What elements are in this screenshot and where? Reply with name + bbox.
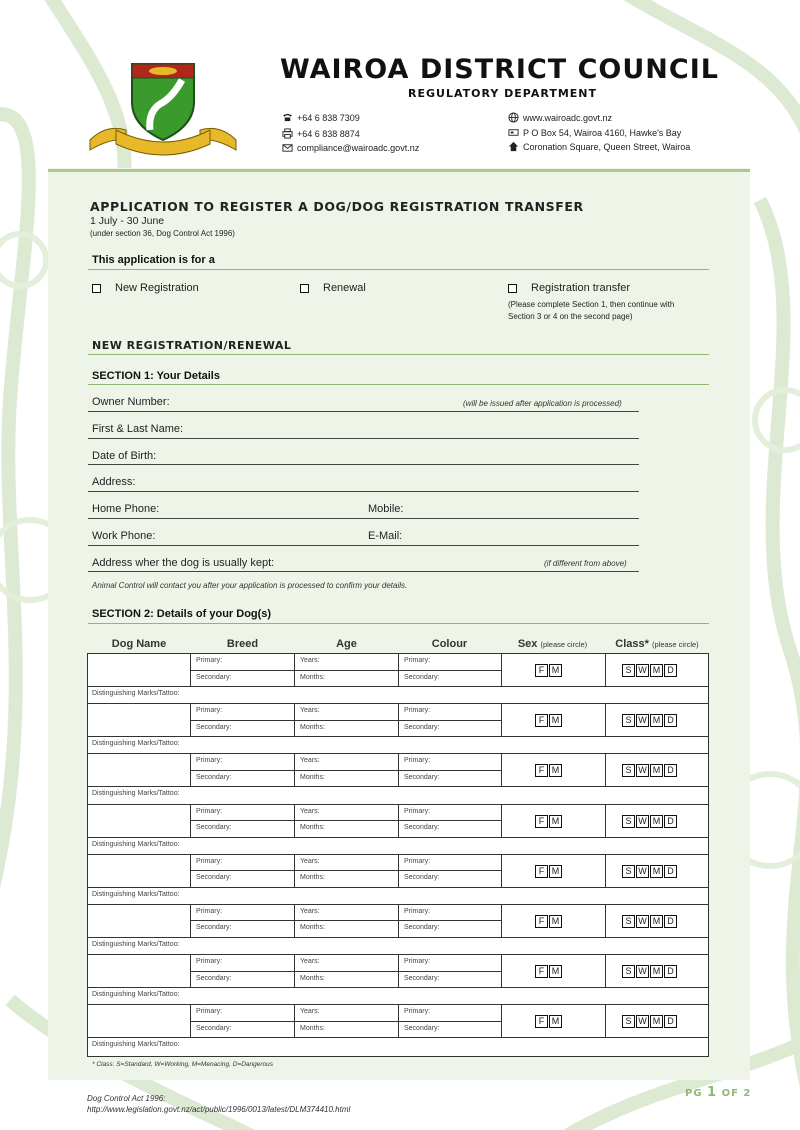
colour-secondary-label: Secondary:	[404, 874, 440, 882]
sex-option-m[interactable]: M	[549, 714, 562, 727]
colour-secondary-label: Secondary:	[404, 924, 440, 932]
owner-number-input[interactable]	[88, 411, 639, 412]
dog-name-input[interactable]	[88, 905, 191, 938]
dog-record-row	[88, 905, 708, 955]
distinguishing-marks-label: Distinguishing Marks/Tattoo:	[92, 740, 180, 748]
address-label: Address:	[92, 476, 136, 488]
date-of-birth-input[interactable]	[88, 464, 639, 465]
class-cell	[606, 654, 708, 687]
sex-option-f[interactable]: F	[535, 965, 548, 978]
po-box-address: P O Box 54, Wairoa 4160, Hawke's Bay	[523, 127, 682, 138]
breed-primary-label: Primary:	[196, 657, 223, 664]
class-option-s[interactable]: S	[622, 664, 635, 677]
class-option-s[interactable]: S	[622, 764, 635, 777]
age-months-input[interactable]	[295, 721, 399, 738]
dog-name-input[interactable]	[88, 704, 191, 737]
transfer-note-line-2: Section 3 or 4 on the second page)	[508, 312, 633, 321]
sex-option-f[interactable]: F	[535, 664, 548, 677]
colour-primary-input[interactable]	[399, 805, 502, 822]
application-type-heading: This application is for a	[92, 254, 215, 266]
age-months-label: Months:	[300, 924, 325, 932]
contact-confirmation-note: Animal Control will contact you after your application is processed to confirm your details.	[92, 581, 408, 590]
email-contact	[282, 142, 419, 153]
dog-name-input[interactable]	[88, 754, 191, 787]
divider	[88, 269, 709, 270]
class-option-w[interactable]: W	[636, 815, 649, 828]
colour-primary-label: Primary:	[404, 857, 431, 865]
breed-secondary-input[interactable]	[191, 921, 295, 938]
legal-reference: (under section 36, Dog Control Act 1996)	[90, 229, 235, 238]
sex-header-label: Sex	[517, 638, 538, 650]
breed-secondary-label: Secondary:	[196, 723, 232, 731]
owner-number-label: Owner Number:	[92, 396, 170, 408]
sex-cell	[502, 955, 606, 988]
sex-option-f[interactable]: F	[535, 915, 548, 928]
section-2-heading: SECTION 2: Details of your Dog(s)	[92, 608, 272, 620]
colour-secondary-label: Secondary:	[404, 723, 440, 731]
breed-secondary-input[interactable]	[191, 721, 295, 738]
breed-secondary-label: Secondary:	[196, 773, 232, 781]
sex-cell	[502, 754, 606, 787]
act-url-link[interactable]: http://www.legislation.govt.nz/act/public/1996/0013/latest/DLM374410.html	[87, 1105, 351, 1114]
breed-secondary-label: Secondary:	[196, 874, 232, 882]
breed-primary-label: Primary:	[196, 1008, 223, 1016]
distinguishing-marks-label: Distinguishing Marks/Tattoo:	[92, 790, 180, 798]
full-name-label: First & Last Name:	[92, 423, 184, 435]
page-prefix: PG	[685, 1088, 703, 1099]
breed-primary-input[interactable]	[191, 654, 295, 671]
breed-secondary-input[interactable]	[191, 821, 295, 838]
age-months-label: Months:	[300, 723, 325, 731]
colour-secondary-label: Secondary:	[404, 673, 440, 681]
sex-option-m[interactable]: M	[549, 1015, 562, 1028]
registration-period: 1 July - 30 June	[90, 215, 165, 227]
class-cell	[606, 1005, 708, 1038]
class-cell	[606, 855, 708, 888]
dog-name-input[interactable]	[88, 1005, 191, 1038]
dog-name-input[interactable]	[88, 654, 191, 687]
colour-secondary-input[interactable]	[399, 821, 502, 838]
home-icon	[508, 141, 519, 152]
colour-primary-input[interactable]	[399, 754, 502, 771]
class-option-m[interactable]: M	[650, 664, 663, 677]
sex-cell	[502, 855, 606, 888]
age-column-header: Age	[336, 638, 357, 650]
sex-cell	[502, 654, 606, 687]
breed-secondary-label: Secondary:	[196, 824, 232, 832]
dog-address-label: Address wher the dog is usually kept:	[92, 557, 275, 569]
sex-cell	[502, 805, 606, 838]
class-option-w[interactable]: W	[636, 714, 649, 727]
divider	[88, 384, 709, 385]
class-column-header	[605, 638, 709, 650]
new-registration-renewal-heading: NEW REGISTRATION/RENEWAL	[92, 339, 292, 352]
class-option-d[interactable]: D	[664, 865, 677, 878]
class-cell	[606, 805, 708, 838]
age-years-label: Years:	[300, 807, 320, 815]
class-option-w[interactable]: W	[636, 1015, 649, 1028]
class-option-w[interactable]: W	[636, 915, 649, 928]
sex-option-m[interactable]: M	[549, 915, 562, 928]
distinguishing-marks-label: Distinguishing Marks/Tattoo:	[92, 890, 180, 898]
distinguishing-marks-label: Distinguishing Marks/Tattoo:	[92, 840, 180, 848]
sex-option-f[interactable]: F	[535, 714, 548, 727]
page-number	[685, 1085, 751, 1100]
class-option-s[interactable]: S	[622, 1015, 635, 1028]
class-option-m[interactable]: M	[650, 965, 663, 978]
sex-option-m[interactable]: M	[549, 965, 562, 978]
sex-cell	[502, 905, 606, 938]
breed-primary-label: Primary:	[196, 857, 223, 865]
distinguishing-marks-label: Distinguishing Marks/Tattoo:	[92, 690, 180, 697]
envelope-icon	[282, 142, 293, 153]
class-cell	[606, 704, 708, 737]
age-months-input[interactable]	[295, 771, 399, 788]
class-option-d[interactable]: D	[664, 764, 677, 777]
colour-primary-label: Primary:	[404, 807, 431, 815]
colour-primary-label: Primary:	[404, 757, 431, 765]
age-months-label: Months:	[300, 773, 325, 781]
home-phone-mobile-input[interactable]	[88, 518, 639, 519]
age-months-input[interactable]	[295, 972, 399, 989]
age-years-input[interactable]	[295, 704, 399, 721]
breed-secondary-label: Secondary:	[196, 974, 232, 982]
dog-name-column-header: Dog Name	[111, 638, 167, 650]
colour-primary-input[interactable]	[399, 704, 502, 721]
globe-icon	[508, 112, 519, 123]
class-header-note: (please circle)	[652, 640, 699, 649]
page-total: 2	[743, 1088, 752, 1099]
street-address-contact	[508, 141, 690, 152]
fax-contact	[282, 128, 360, 139]
colour-primary-label: Primary:	[404, 707, 431, 715]
dog-record-row	[88, 855, 708, 905]
colour-primary-label: Primary:	[404, 907, 431, 915]
header-divider	[48, 169, 750, 172]
option-new-registration[interactable]	[92, 282, 199, 294]
age-months-label: Months:	[300, 874, 325, 882]
age-years-label: Years:	[300, 707, 320, 715]
class-option-d[interactable]: D	[664, 915, 677, 928]
dog-record-row	[88, 704, 708, 754]
colour-secondary-input[interactable]	[399, 671, 502, 688]
organization-name: WAIROA DISTRICT COUNCIL	[280, 54, 719, 85]
transfer-note-line-1: (Please complete Section 1, then continue with	[508, 300, 675, 309]
act-name: Dog Control Act 1996:	[87, 1094, 166, 1103]
printer-icon	[282, 128, 293, 139]
class-option-s[interactable]: S	[622, 714, 635, 727]
age-months-input[interactable]	[295, 921, 399, 938]
phone-icon	[282, 112, 293, 123]
dog-name-input[interactable]	[88, 855, 191, 888]
class-option-d[interactable]: D	[664, 965, 677, 978]
colour-primary-input[interactable]	[399, 855, 502, 872]
age-years-input[interactable]	[295, 955, 399, 972]
sex-option-f[interactable]: F	[535, 1015, 548, 1028]
breed-column-header: Breed	[226, 638, 259, 650]
age-years-label: Years:	[300, 958, 320, 966]
class-option-w[interactable]: W	[636, 965, 649, 978]
sex-option-f[interactable]: F	[535, 815, 548, 828]
sex-option-f[interactable]: F	[535, 764, 548, 777]
email-label: E-Mail:	[368, 530, 403, 542]
breed-secondary-label: Secondary:	[196, 1024, 232, 1032]
colour-primary-label: Primary:	[404, 1008, 431, 1016]
mobile-label: Mobile:	[368, 503, 404, 515]
class-cell	[606, 905, 708, 938]
class-option-m[interactable]: M	[650, 764, 663, 777]
breed-secondary-input[interactable]	[191, 972, 295, 989]
age-years-input[interactable]	[295, 805, 399, 822]
sex-option-f[interactable]: F	[535, 865, 548, 878]
breed-primary-label: Primary:	[196, 907, 223, 915]
colour-primary-label: Primary:	[404, 958, 431, 966]
street-address: Coronation Square, Queen Street, Wairoa	[523, 141, 691, 152]
breed-primary-input[interactable]	[191, 1005, 295, 1022]
divider	[88, 354, 709, 355]
age-years-label: Years:	[300, 1008, 320, 1016]
section-1-heading: SECTION 1: Your Details	[92, 370, 220, 382]
colour-secondary-input[interactable]	[399, 921, 502, 938]
age-years-input[interactable]	[295, 654, 399, 671]
class-option-m[interactable]: M	[650, 1015, 663, 1028]
class-option-s[interactable]: S	[622, 915, 635, 928]
colour-secondary-input[interactable]	[399, 771, 502, 788]
age-years-label: Years:	[300, 857, 320, 865]
age-years-label: Years:	[300, 757, 320, 765]
option-renewal[interactable]	[300, 282, 366, 294]
colour-secondary-input[interactable]	[399, 1022, 502, 1039]
renewal-checkbox[interactable]	[300, 284, 309, 293]
colour-primary-label: Primary:	[404, 657, 431, 664]
colour-secondary-input[interactable]	[399, 972, 502, 989]
class-cell	[606, 955, 708, 988]
dog-address-note: (if different from above)	[544, 559, 627, 568]
form-title: APPLICATION TO REGISTER A DOG/DOG REGISTRATION TRANSFER	[90, 199, 584, 214]
dog-record-row	[88, 955, 708, 1005]
age-years-label: Years:	[300, 907, 320, 915]
full-name-input[interactable]	[88, 438, 639, 439]
colour-primary-input[interactable]	[399, 955, 502, 972]
age-months-label: Months:	[300, 1024, 325, 1032]
fax-number[interactable]: +64 6 838 8874	[297, 128, 360, 139]
breed-primary-label: Primary:	[196, 958, 223, 966]
registration-transfer-label: Registration transfer	[531, 282, 631, 294]
page-current: 1	[707, 1085, 718, 1100]
distinguishing-marks-label: Distinguishing Marks/Tattoo:	[92, 1041, 180, 1049]
breed-primary-input[interactable]	[191, 754, 295, 771]
class-option-m[interactable]: M	[650, 815, 663, 828]
breed-primary-input[interactable]	[191, 704, 295, 721]
sex-cell	[502, 1005, 606, 1038]
class-option-m[interactable]: M	[650, 865, 663, 878]
sex-option-m[interactable]: M	[549, 815, 562, 828]
colour-primary-input[interactable]	[399, 1005, 502, 1022]
class-option-m[interactable]: M	[650, 714, 663, 727]
website-url[interactable]: www.wairoadc.govt.nz	[523, 112, 613, 123]
colour-secondary-label: Secondary:	[404, 974, 440, 982]
age-months-label: Months:	[300, 974, 325, 982]
age-months-input[interactable]	[295, 871, 399, 888]
page-of: OF	[721, 1088, 739, 1099]
breed-secondary-input[interactable]	[191, 671, 295, 688]
breed-primary-label: Primary:	[196, 807, 223, 815]
class-option-d[interactable]: D	[664, 1015, 677, 1028]
sex-column-header	[501, 638, 604, 650]
sex-option-m[interactable]: M	[549, 664, 562, 677]
class-option-w[interactable]: W	[636, 664, 649, 677]
registration-transfer-checkbox[interactable]	[508, 284, 517, 293]
age-years-input[interactable]	[295, 855, 399, 872]
department-name: REGULATORY DEPARTMENT	[408, 87, 597, 100]
colour-secondary-input[interactable]	[399, 721, 502, 738]
breed-secondary-input[interactable]	[191, 771, 295, 788]
age-years-input[interactable]	[295, 1005, 399, 1022]
dog-address-input[interactable]	[88, 571, 639, 572]
colour-secondary-label: Secondary:	[404, 824, 440, 832]
sex-header-note: (please circle)	[540, 640, 588, 649]
address-input[interactable]	[88, 491, 639, 492]
phone-number[interactable]: +64 6 838 7309	[297, 112, 360, 123]
colour-primary-input[interactable]	[399, 654, 502, 671]
dog-record-row	[88, 805, 708, 855]
breed-secondary-label: Secondary:	[196, 673, 232, 681]
breed-primary-input[interactable]	[191, 855, 295, 872]
class-option-w[interactable]: W	[636, 764, 649, 777]
breed-primary-input[interactable]	[191, 805, 295, 822]
distinguishing-marks-label: Distinguishing Marks/Tattoo:	[92, 940, 180, 948]
renewal-label: Renewal	[323, 282, 366, 294]
email-address[interactable]: compliance@wairoadc.govt.nz	[297, 142, 420, 153]
class-cell	[606, 754, 708, 787]
breed-secondary-label: Secondary:	[196, 924, 232, 932]
sex-option-m[interactable]: M	[549, 865, 562, 878]
age-months-input[interactable]	[295, 671, 399, 688]
colour-secondary-label: Secondary:	[404, 773, 440, 781]
age-years-label: Years:	[300, 657, 320, 664]
class-option-m[interactable]: M	[650, 915, 663, 928]
colour-secondary-label: Secondary:	[404, 1024, 440, 1032]
colour-primary-input[interactable]	[399, 905, 502, 922]
colour-column-header: Colour	[431, 638, 468, 650]
class-option-d[interactable]: D	[664, 714, 677, 727]
age-months-input[interactable]	[295, 821, 399, 838]
dog-details-table	[87, 653, 709, 1057]
class-option-d[interactable]: D	[664, 815, 677, 828]
new-registration-label: New Registration	[115, 282, 199, 294]
breed-secondary-input[interactable]	[191, 871, 295, 888]
website-contact	[508, 112, 612, 123]
breed-primary-label: Primary:	[196, 707, 223, 715]
date-of-birth-label: Date of Birth:	[92, 450, 157, 462]
breed-primary-label: Primary:	[196, 757, 223, 765]
work-phone-email-input[interactable]	[88, 545, 639, 546]
dog-record-row	[88, 654, 708, 704]
owner-number-note: (will be issued after application is processed)	[463, 399, 622, 408]
divider	[88, 623, 709, 624]
option-registration-transfer[interactable]	[508, 282, 630, 294]
age-years-input[interactable]	[295, 905, 399, 922]
class-option-s[interactable]: S	[622, 965, 635, 978]
class-option-s[interactable]: S	[622, 815, 635, 828]
age-months-label: Months:	[300, 824, 325, 832]
breed-primary-input[interactable]	[191, 905, 295, 922]
age-years-input[interactable]	[295, 754, 399, 771]
sex-cell	[502, 704, 606, 737]
breed-secondary-input[interactable]	[191, 1022, 295, 1039]
age-months-input[interactable]	[295, 1022, 399, 1039]
dog-name-input[interactable]	[88, 805, 191, 838]
dog-record-row	[88, 754, 708, 804]
class-option-w[interactable]: W	[636, 865, 649, 878]
class-header-label: Class*	[615, 638, 649, 650]
dog-name-input[interactable]	[88, 955, 191, 988]
phone-contact	[282, 112, 360, 123]
po-box-contact	[508, 127, 681, 138]
breed-primary-input[interactable]	[191, 955, 295, 972]
new-registration-checkbox[interactable]	[92, 284, 101, 293]
council-crest-logo	[86, 58, 240, 166]
class-option-d[interactable]: D	[664, 664, 677, 677]
home-phone-label: Home Phone:	[92, 503, 160, 515]
dog-record-row	[88, 1005, 708, 1055]
class-footnote: * Class: S=Standard, W=Working, M=Menacing, D=Dangerous	[92, 1061, 274, 1068]
class-option-s[interactable]: S	[622, 865, 635, 878]
mailbox-icon	[508, 127, 519, 138]
sex-option-m[interactable]: M	[549, 764, 562, 777]
work-phone-label: Work Phone:	[92, 530, 156, 542]
colour-secondary-input[interactable]	[399, 871, 502, 888]
distinguishing-marks-label: Distinguishing Marks/Tattoo:	[92, 991, 180, 999]
age-months-label: Months:	[300, 673, 325, 681]
